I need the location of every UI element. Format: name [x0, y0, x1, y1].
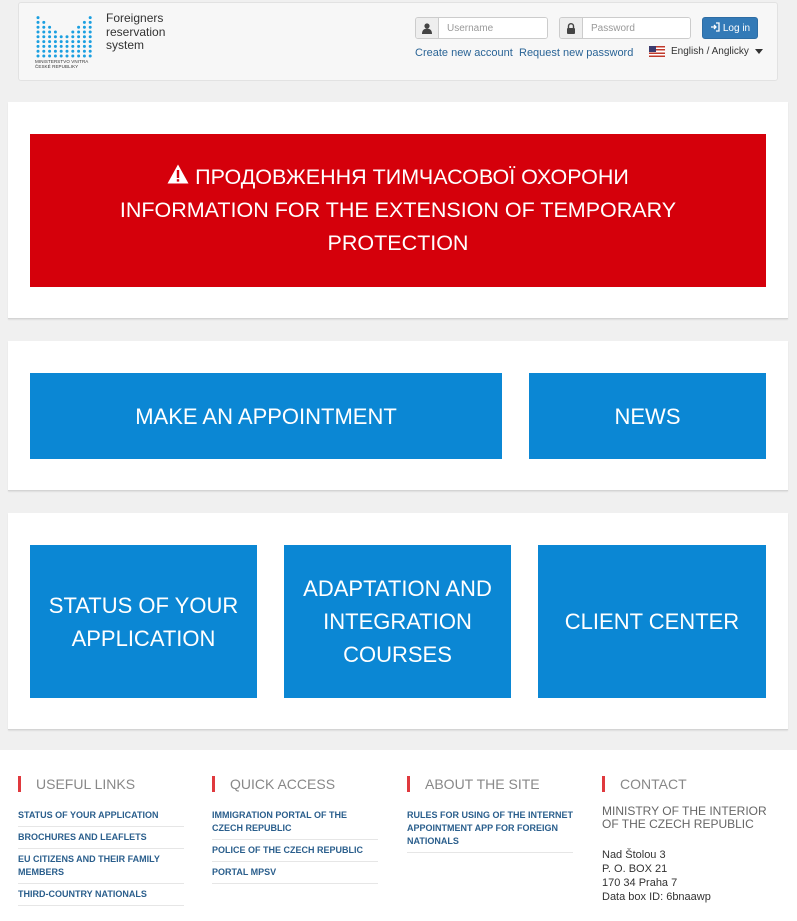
request-password-link[interactable]: Request new password — [519, 47, 634, 59]
link-third-country[interactable]: THIRD-COUNTRY NATIONALS — [18, 889, 147, 899]
logo-dot — [71, 50, 74, 53]
link-status-application[interactable]: STATUS OF YOUR APPLICATION — [18, 810, 159, 820]
password-group — [559, 17, 691, 39]
logo-dot — [37, 55, 40, 58]
logo-dot — [37, 26, 40, 29]
logo-dot — [66, 55, 69, 58]
login-label: Log in — [722, 22, 751, 34]
logo-dot — [60, 40, 63, 43]
logo-dot — [42, 26, 45, 29]
address-line-1: Nad Štolou 3 — [602, 849, 666, 861]
logo-dot — [66, 45, 69, 48]
warning-icon — [167, 161, 189, 194]
make-appointment-button[interactable]: MAKE AN APPOINTMENT — [30, 373, 502, 459]
logo-dot — [83, 21, 86, 24]
logo-dot — [71, 55, 74, 58]
list-item — [212, 805, 378, 840]
link-police[interactable]: POLICE OF THE CZECH REPUBLIC — [212, 845, 364, 855]
logo-dot — [54, 50, 57, 53]
address-line-4: Data box ID: 6bnaawp — [602, 891, 711, 903]
logo-dot — [60, 50, 63, 53]
logo-dot — [77, 50, 80, 53]
logo-dot — [66, 40, 69, 43]
username-field-wrap — [415, 17, 548, 39]
language-label: English / Anglicky — [671, 46, 749, 57]
secondary-actions-panel — [8, 513, 788, 730]
logo-dot — [89, 50, 92, 53]
banner-english-text: INFORMATION FOR THE EXTENSION OF TEMPORARY PROTECTION — [119, 198, 677, 255]
client-center-button[interactable]: CLIENT CENTER — [538, 545, 766, 698]
logo-dot — [71, 31, 74, 34]
link-portal-mpsv[interactable]: PORTAL MPSV — [212, 867, 277, 877]
logo-dot — [42, 21, 45, 24]
useful-links-heading: USEFUL LINKS — [18, 776, 184, 792]
logo-dot — [42, 45, 45, 48]
logo-dot — [71, 40, 74, 43]
logo-dot — [77, 40, 80, 43]
news-button[interactable]: NEWS — [529, 373, 766, 459]
caret-down-icon — [755, 46, 763, 57]
logo-dot — [89, 21, 92, 24]
logo-dot — [71, 45, 74, 48]
logo-dot — [83, 45, 86, 48]
link-immigration-portal[interactable]: IMMIGRATION PORTAL OF THE CZECH REPUBLIC — [212, 810, 347, 833]
adaptation-line-1: ADAPTATION AND — [303, 576, 492, 601]
create-account-link[interactable]: Create new account — [415, 47, 513, 59]
site-footer — [0, 750, 797, 921]
logo-dot — [42, 55, 45, 58]
logo-dot — [71, 35, 74, 38]
list-item — [18, 827, 184, 849]
banner-line-1 — [167, 161, 629, 194]
logo-dot — [89, 40, 92, 43]
application-status-button[interactable] — [30, 545, 257, 698]
address-line-2: P. O. BOX 21 — [602, 863, 668, 875]
logo-dot — [77, 26, 80, 29]
logo-dot — [42, 40, 45, 43]
adaptation-courses-button[interactable] — [284, 545, 511, 698]
app-title-line-3: system — [106, 38, 145, 52]
logo-dot — [83, 31, 86, 34]
banner-ukrainian-text: ПРОДОВЖЕННЯ ТИМЧАСОВОЇ ОХОРОНИ — [195, 165, 629, 189]
banner-panel — [8, 102, 788, 319]
logo-dot — [83, 55, 86, 58]
useful-links-column — [18, 776, 184, 906]
status-line-1: STATUS OF YOUR — [48, 592, 239, 618]
logo-dot — [48, 31, 51, 34]
quick-access-list — [212, 805, 378, 884]
quick-access-heading: QUICK ACCESS — [212, 776, 378, 792]
logo-dot — [48, 55, 51, 58]
logo-dot — [54, 55, 57, 58]
logo-dot — [66, 50, 69, 53]
login-button[interactable] — [702, 17, 758, 39]
contact-address — [602, 848, 782, 904]
about-site-list — [407, 805, 573, 853]
contact-organization: MINISTRY OF THE INTERIOR OF THE CZECH REPUBLIC — [602, 804, 767, 831]
logo-dot — [89, 35, 92, 38]
logo-dot — [89, 16, 92, 19]
logo-dot — [77, 45, 80, 48]
about-site-heading: ABOUT THE SITE — [407, 776, 573, 792]
logo-dot — [54, 31, 57, 34]
adaptation-line-2: INTEGRATION — [323, 609, 472, 634]
logo-dot — [60, 55, 63, 58]
app-title-line-1: Foreigners — [106, 11, 164, 25]
ministry-name-small — [35, 59, 88, 69]
list-item — [212, 840, 378, 862]
logo-dot — [89, 31, 92, 34]
logo-dot — [37, 21, 40, 24]
status-line-2: APPLICATION — [71, 625, 216, 651]
list-item — [407, 805, 573, 853]
link-rules[interactable]: RULES FOR USING OF THE INTERNET APPOINTMENT APP FOR FOREIGN NATIONALS — [407, 810, 574, 846]
logo-dot — [54, 35, 57, 38]
logo-dot — [60, 45, 63, 48]
user-icon — [416, 18, 439, 38]
ministry-line-2: ČESKÉ REPUBLIKY — [35, 64, 79, 69]
lock-icon — [560, 18, 583, 38]
logo-dot — [42, 31, 45, 34]
password-field-wrap — [559, 17, 691, 39]
logo-dot — [77, 31, 80, 34]
logo-dot — [54, 45, 57, 48]
app-title — [106, 12, 165, 53]
logo-dot — [77, 55, 80, 58]
language-selector[interactable] — [649, 46, 763, 57]
list-item — [18, 805, 184, 827]
logo-dot — [83, 50, 86, 53]
address-line-3: 170 34 Praha 7 — [602, 877, 678, 889]
password-input[interactable] — [583, 18, 690, 38]
list-item — [18, 849, 184, 884]
logo-dot — [89, 45, 92, 48]
logo-dot — [48, 45, 51, 48]
contact-column — [602, 776, 782, 904]
logo-dot — [37, 16, 40, 19]
logo-dot — [89, 26, 92, 29]
logo-dot — [48, 26, 51, 29]
logo-dot — [60, 35, 63, 38]
list-item — [212, 862, 378, 884]
username-input[interactable] — [439, 18, 547, 38]
useful-links-list — [18, 805, 184, 906]
logo-dot — [42, 50, 45, 53]
temporary-protection-banner[interactable] — [30, 134, 766, 287]
logo-dot — [54, 40, 57, 43]
username-group — [415, 17, 548, 39]
logo-dot — [83, 40, 86, 43]
link-eu-citizens[interactable]: EU CITIZENS AND THEIR FAMILY MEMBERS — [18, 854, 160, 877]
link-brochures[interactable]: BROCHURES AND LEAFLETS — [18, 832, 147, 842]
logo-dot — [48, 40, 51, 43]
logo-dot — [37, 50, 40, 53]
primary-actions-panel — [8, 341, 788, 491]
ministry-line-1: MINISTERSTVO VNITRA — [35, 59, 89, 64]
logo-dot — [83, 26, 86, 29]
list-item — [18, 884, 184, 906]
logo-dot — [48, 35, 51, 38]
quick-access-column — [212, 776, 378, 884]
contact-heading: CONTACT — [602, 776, 782, 792]
logo-dot — [83, 35, 86, 38]
logo-dot — [42, 35, 45, 38]
logo-dot — [37, 45, 40, 48]
ministry-logo[interactable] — [35, 13, 93, 59]
logo-dot — [48, 50, 51, 53]
logo-dot — [37, 35, 40, 38]
adaptation-line-3: COURSES — [343, 642, 452, 667]
logo-dot — [89, 55, 92, 58]
logo-dot — [37, 31, 40, 34]
app-title-line-2: reservation — [106, 24, 166, 39]
site-header — [18, 2, 778, 81]
logo-dot — [66, 35, 69, 38]
us-flag-icon — [649, 46, 665, 57]
about-site-column — [407, 776, 573, 853]
logo-dot — [77, 35, 80, 38]
sign-in-icon — [710, 22, 720, 35]
logo-dot — [37, 40, 40, 43]
